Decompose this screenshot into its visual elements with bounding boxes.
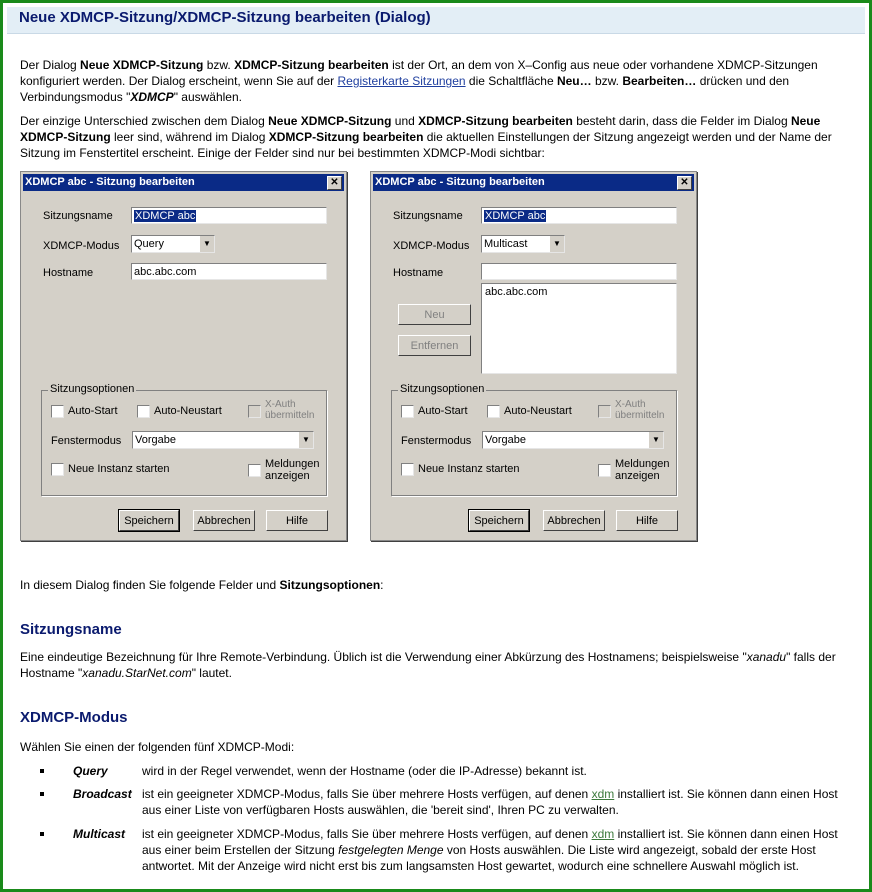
dialog-title: XDMCP abc - Sitzung bearbeiten xyxy=(25,176,195,188)
sitzungsname-text xyxy=(20,649,860,681)
xauth-label: X-Auth übermitteln xyxy=(265,399,315,421)
heading-xdmcp-modus: XDMCP-Modus xyxy=(20,709,128,726)
modus-label: XDMCP-Modus xyxy=(43,240,120,252)
link-registerkarte-sitzungen[interactable]: Registerkarte Sitzungen xyxy=(337,74,466,88)
bullet-icon xyxy=(40,832,44,836)
text: drücken und den Verbindungsmodus " xyxy=(20,74,790,104)
sitzungsname-value: XDMCP abc xyxy=(135,210,196,222)
entfernen-button[interactable]: Entfernen xyxy=(398,335,471,356)
sitzungsname-label: Sitzungsname xyxy=(393,210,463,222)
close-icon[interactable]: ✕ xyxy=(677,176,692,190)
hostname-field[interactable]: abc.abc.com xyxy=(131,263,327,280)
intro-paragraph-2 xyxy=(20,113,860,161)
modus-select[interactable] xyxy=(481,235,565,253)
link-xdm[interactable]: xdm xyxy=(591,827,615,841)
term: Query xyxy=(73,764,108,778)
cancel-button[interactable]: Abbrechen xyxy=(543,510,605,531)
fenstermodus-label: Fenstermodus xyxy=(51,435,122,447)
text-bold: XDMCP-Sitzung bearbeiten xyxy=(418,114,573,128)
autostart-label: Auto-Start xyxy=(68,405,118,417)
dialog-title-bar xyxy=(373,174,694,191)
text-bold: Sitzungsoptionen xyxy=(279,578,381,592)
text-italic: xanadu xyxy=(746,650,787,664)
page-title-bar xyxy=(7,7,865,34)
sitzungsname-label: Sitzungsname xyxy=(43,210,113,222)
meldungen-label: Meldungen anzeigen xyxy=(265,458,320,482)
heading-sitzungsname: Sitzungsname xyxy=(20,621,122,638)
term: Broadcast xyxy=(73,787,132,801)
text-italic: xanadu.StarNet.com xyxy=(82,666,192,680)
description: wird in der Regel verwendet, wenn der Hostname (oder die IP-Adresse) bekannt ist. xyxy=(142,764,587,778)
chevron-down-icon: ▼ xyxy=(298,432,313,448)
text: ist ein geeigneter XDMCP-Modus, falls Sie über mehrere Hosts verfügen, auf denen xyxy=(142,827,592,841)
meldungen-label: Meldungen anzeigen xyxy=(615,458,670,482)
xauth-label: X-Auth übermitteln xyxy=(615,399,665,421)
bullet-icon xyxy=(40,769,44,773)
intro xyxy=(20,57,860,161)
dialog-multicast xyxy=(370,171,697,541)
meldungen-checkbox[interactable] xyxy=(248,464,261,477)
text-bold: Neue XDMCP-Sitzung xyxy=(268,114,392,128)
modus-value: Multicast xyxy=(484,238,528,250)
cancel-button[interactable]: Abbrechen xyxy=(193,510,255,531)
sitzungsoptionen-group xyxy=(41,383,327,496)
hostname-field[interactable] xyxy=(481,263,677,280)
autostart-checkbox[interactable] xyxy=(51,405,64,418)
neue-instanz-checkbox[interactable] xyxy=(51,463,64,476)
text-bold: Neue XDMCP-Sitzung xyxy=(20,114,821,144)
text: Der Dialog xyxy=(20,58,81,72)
chevron-down-icon: ▼ xyxy=(199,236,214,252)
chevron-down-icon: ▼ xyxy=(648,432,663,448)
text-bold: Bearbeiten… xyxy=(622,74,697,88)
neue-instanz-label: Neue Instanz starten xyxy=(68,463,170,475)
term: Multicast xyxy=(73,827,126,841)
description xyxy=(142,826,842,874)
bullet-icon xyxy=(40,792,44,796)
text: : xyxy=(380,578,384,592)
save-button[interactable]: Speichern xyxy=(119,510,179,531)
text: bzw. xyxy=(203,58,235,72)
sitzungsoptionen-label: Sitzungsoptionen xyxy=(50,383,135,395)
text-bold: Neue XDMCP-Sitzung xyxy=(80,58,204,72)
text: In diesem Dialog finden Sie folgende Felder und xyxy=(20,578,280,592)
intro-paragraph-1 xyxy=(20,57,860,105)
fields-intro xyxy=(20,577,384,593)
chevron-down-icon: ▼ xyxy=(549,236,564,252)
text: besteht darin, dass die Felder im Dialog xyxy=(572,114,791,128)
text: leer sind, während im Dialog xyxy=(110,130,269,144)
modus-label: XDMCP-Modus xyxy=(393,240,470,252)
autoneustart-checkbox[interactable] xyxy=(137,405,150,418)
fenstermodus-label: Fenstermodus xyxy=(401,435,472,447)
help-button[interactable]: Hilfe xyxy=(616,510,678,531)
text: " auswählen. xyxy=(173,90,242,104)
modus-select[interactable] xyxy=(131,235,215,253)
modus-value: Query xyxy=(134,238,164,250)
sitzungsname-field[interactable] xyxy=(131,207,327,224)
text: ist ein geeigneter XDMCP-Modus, falls Sie über mehrere Hosts verfügen, auf denen xyxy=(142,787,592,801)
text: von Hosts auswählen. Die Liste wird angezeigt, sobald der erste Host antwortet. Mit der Anzeige wird nicht erst bis zum langsamsten Host gewartet, wodurch eine schnellere Auswahl möglich ist. xyxy=(142,843,816,873)
fenstermodus-select[interactable] xyxy=(482,431,664,449)
neue-instanz-label: Neue Instanz starten xyxy=(418,463,520,475)
text-bold-italic: XDMCP xyxy=(130,90,174,104)
text: installiert ist. Sie können dann einen Host aus einer Liste von verfügbaren Hosts auswählen, die 'bereit sind', Ihren PC zu verwalten. xyxy=(142,787,838,817)
text-bold: XDMCP-Sitzung bearbeiten xyxy=(268,130,424,144)
fenstermodus-value: Vorgabe xyxy=(485,434,526,446)
neue-instanz-checkbox[interactable] xyxy=(401,463,414,476)
text: ist der Ort, an dem von X–Config aus neue oder vorhandene XDMCP-Sitzungen konfiguriert werden. Der Dialog erscheint, wenn Sie auf der xyxy=(20,58,818,88)
xauth-checkbox[interactable] xyxy=(248,405,261,418)
sitzungsoptionen-group xyxy=(391,383,677,496)
list-item[interactable]: abc.abc.com xyxy=(485,286,548,298)
description xyxy=(142,786,842,818)
fenstermodus-value: Vorgabe xyxy=(135,434,176,446)
xauth-checkbox[interactable] xyxy=(598,405,611,418)
text: Eine eindeutige Bezeichnung für Ihre Remote-Verbindung. Üblich ist die Verwendung einer Abkürzung des Hostnamens; beispielsweise " xyxy=(20,650,747,664)
neu-button[interactable]: Neu xyxy=(398,304,471,325)
sitzungsname-field[interactable] xyxy=(481,207,677,224)
text: " lautet. xyxy=(191,666,232,680)
host-list[interactable] xyxy=(481,283,677,374)
close-icon[interactable]: ✕ xyxy=(327,176,342,190)
page-title: Neue XDMCP-Sitzung/XDMCP-Sitzung bearbeiten (Dialog) xyxy=(19,9,431,26)
text-italic: festgelegten Menge xyxy=(338,843,444,857)
autostart-label: Auto-Start xyxy=(418,405,468,417)
text: " falls der Hostname " xyxy=(20,650,836,680)
hostname-label: Hostname xyxy=(393,267,444,279)
text: bzw. xyxy=(591,74,623,88)
fenstermodus-select[interactable] xyxy=(132,431,314,449)
autoneustart-checkbox[interactable] xyxy=(487,405,500,418)
sitzungsoptionen-label: Sitzungsoptionen xyxy=(400,383,485,395)
link-xdm[interactable]: xdm xyxy=(591,787,615,801)
text-bold: XDMCP-Sitzung bearbeiten xyxy=(234,58,389,72)
sitzungsname-value: XDMCP abc xyxy=(485,210,546,222)
dialog-title: XDMCP abc - Sitzung bearbeiten xyxy=(375,176,545,188)
text: Der einzige Unterschied zwischen dem Dialog xyxy=(20,114,269,128)
help-button[interactable]: Hilfe xyxy=(266,510,328,531)
dialog-title-bar xyxy=(23,174,344,191)
hostname-label: Hostname xyxy=(43,267,94,279)
modus-intro: Wählen Sie einen der folgenden fünf XDMCP-Modi: xyxy=(20,740,295,754)
text: die Schaltfläche xyxy=(465,74,557,88)
text: die aktuellen Einstellungen der Sitzung angezeigt werden und der Name der Sitzung im Fenstertitel erscheint. Einige der Felder sind nur bei bestimmten XDMCP-Modi sichtbar: xyxy=(20,130,832,160)
autoneustart-label: Auto-Neustart xyxy=(504,405,572,417)
meldungen-checkbox[interactable] xyxy=(598,464,611,477)
autoneustart-label: Auto-Neustart xyxy=(154,405,222,417)
dialog-query xyxy=(20,171,347,541)
text-bold: Neu… xyxy=(556,74,592,88)
text: und xyxy=(391,114,419,128)
save-button[interactable]: Speichern xyxy=(469,510,529,531)
text: installiert ist. Sie können dann einen Host aus einer beim Erstellen der Sitzung xyxy=(142,827,838,857)
autostart-checkbox[interactable] xyxy=(401,405,414,418)
